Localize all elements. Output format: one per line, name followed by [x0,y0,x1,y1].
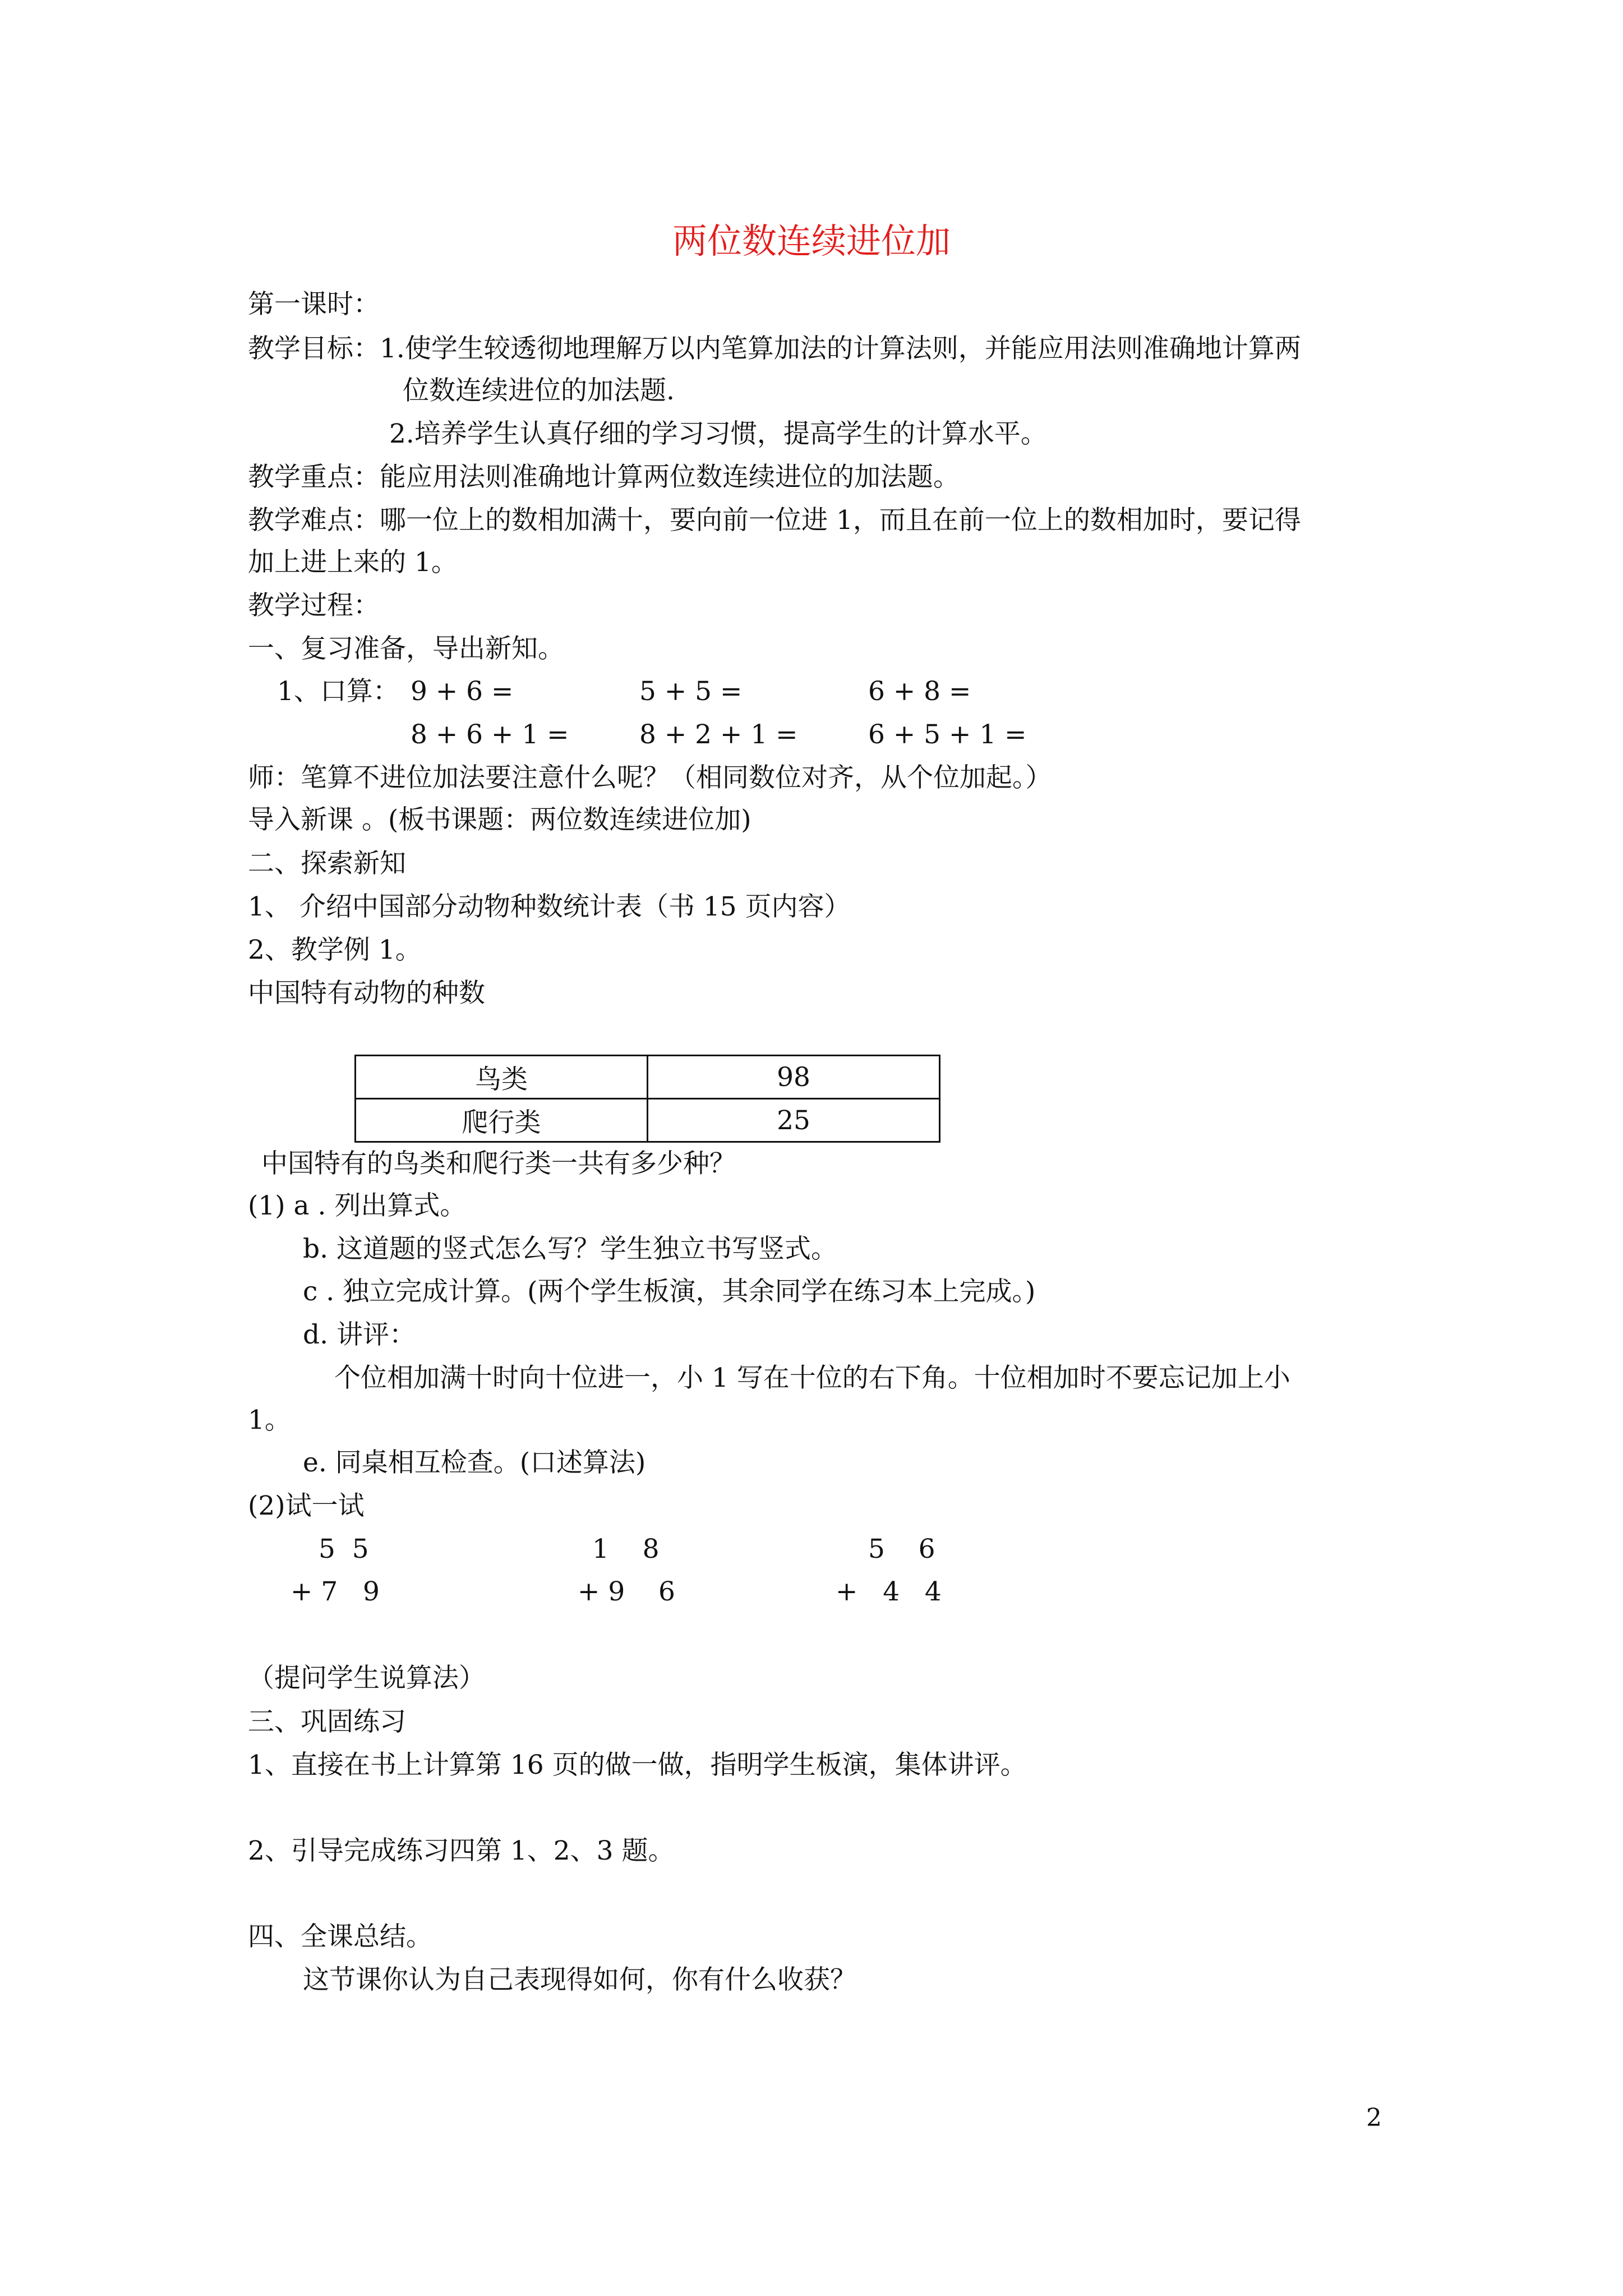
try-it-heading: (2)试一试 [248,1490,365,1521]
section-4-heading: 四、全课总结。 [248,1921,432,1952]
table-caption: 中国特有动物的种数 [248,978,485,1009]
objective-line-2: 2.培养学生认真仔细的学习习惯，提高学生的计算水平。 [389,418,1047,449]
step-e: e. 同桌相互检查。(口述算法) [303,1447,646,1478]
section-1-heading: 一、复习准备，导出新知。 [248,633,564,664]
objective-line-1: 教学目标：1.使学生较透彻地理解万以内笔算加法的计算法则，并能应用法则准确地计算两 [248,333,1301,364]
oral-expr: 8 + 2 + 1 = [639,719,798,750]
step-d: d. 讲评： [303,1319,416,1350]
oral-expr: 6 + 5 + 1 = [868,719,1027,750]
intro-new-lesson: 导入新课 。(板书课题：两位数连续进位加) [248,804,751,835]
step-a: (1) a . 列出算式。 [248,1190,467,1221]
ask-method: （提问学生说算法） [248,1663,485,1694]
step-1: 1、 介绍中国部分动物种数统计表（书 15 页内容） [248,891,851,922]
vertical-problem-bottom: + 4 4 [836,1576,942,1607]
key-point: 教学重点：能应用法则准确地计算两位数连续进位的加法题。 [248,462,960,493]
oral-expr: 6 + 8 = [868,676,971,707]
summary-question: 这节课你认为自己表现得如何，你有什么收获？ [303,1964,856,1995]
step-b: b. 这道题的竖式怎么写？学生独立书写竖式。 [303,1234,837,1264]
page-number: 2 [1366,2104,1382,2132]
teacher-question: 师：笔算不进位加法要注意什么呢？（相同数位对齐，从个位加起。） [248,762,1052,793]
species-table [354,1055,940,1143]
section-3-heading: 三、巩固练习 [248,1706,406,1737]
oral-label: 1、口算： [277,676,399,707]
section-2-heading: 二、探索新知 [248,848,406,879]
practice-2: 2、引导完成练习四第 1、2、3 题。 [248,1835,675,1866]
process-heading: 教学过程： [248,590,380,621]
oral-expr: 5 + 5 = [639,676,743,707]
oral-expr: 9 + 6 = [411,676,514,707]
table-row [356,1056,940,1099]
oral-expr: 8 + 6 + 1 = [411,719,569,750]
vertical-problem-bottom: + 9 6 [578,1576,675,1607]
document-title: 两位数连续进位加 [672,220,951,261]
table-row [356,1099,940,1142]
step-c: c . 独立完成计算。(两个学生板演，其余同学在练习本上完成。) [303,1276,1036,1307]
vertical-problem-top: 5 6 [868,1534,935,1565]
step-d-comment: 个位相加满十时向十位进一，小 1 写在十位的右下角。十位相加时不要忘记加上小 [334,1363,1290,1393]
lesson-period: 第一课时： [248,289,380,320]
step-d-comment-cont: 1。 [248,1405,291,1435]
table-cell-value: 25 [648,1099,940,1142]
vertical-problem-top: 1 8 [592,1534,660,1565]
step-2: 2、教学例 1。 [248,935,422,965]
difficulty: 教学难点：哪一位上的数相加满十，要向前一位进 1，而且在前一位上的数相加时，要记得 [248,505,1301,536]
practice-1: 1、直接在书上计算第 16 页的做一做，指明学生板演，集体讲评。 [248,1750,1027,1780]
difficulty-cont: 加上进上来的 1。 [248,547,458,578]
vertical-problem-top: 5 5 [319,1534,369,1565]
objective-line-1-cont: 位数连续进位的加法题. [403,375,675,406]
table-cell-label: 鸟类 [356,1056,648,1099]
table-cell-value: 98 [648,1056,940,1099]
vertical-problem-bottom: + 7 9 [291,1576,380,1607]
example-question: 中国特有的鸟类和爬行类一共有多少种？ [261,1148,736,1179]
table-cell-label: 爬行类 [356,1099,648,1142]
